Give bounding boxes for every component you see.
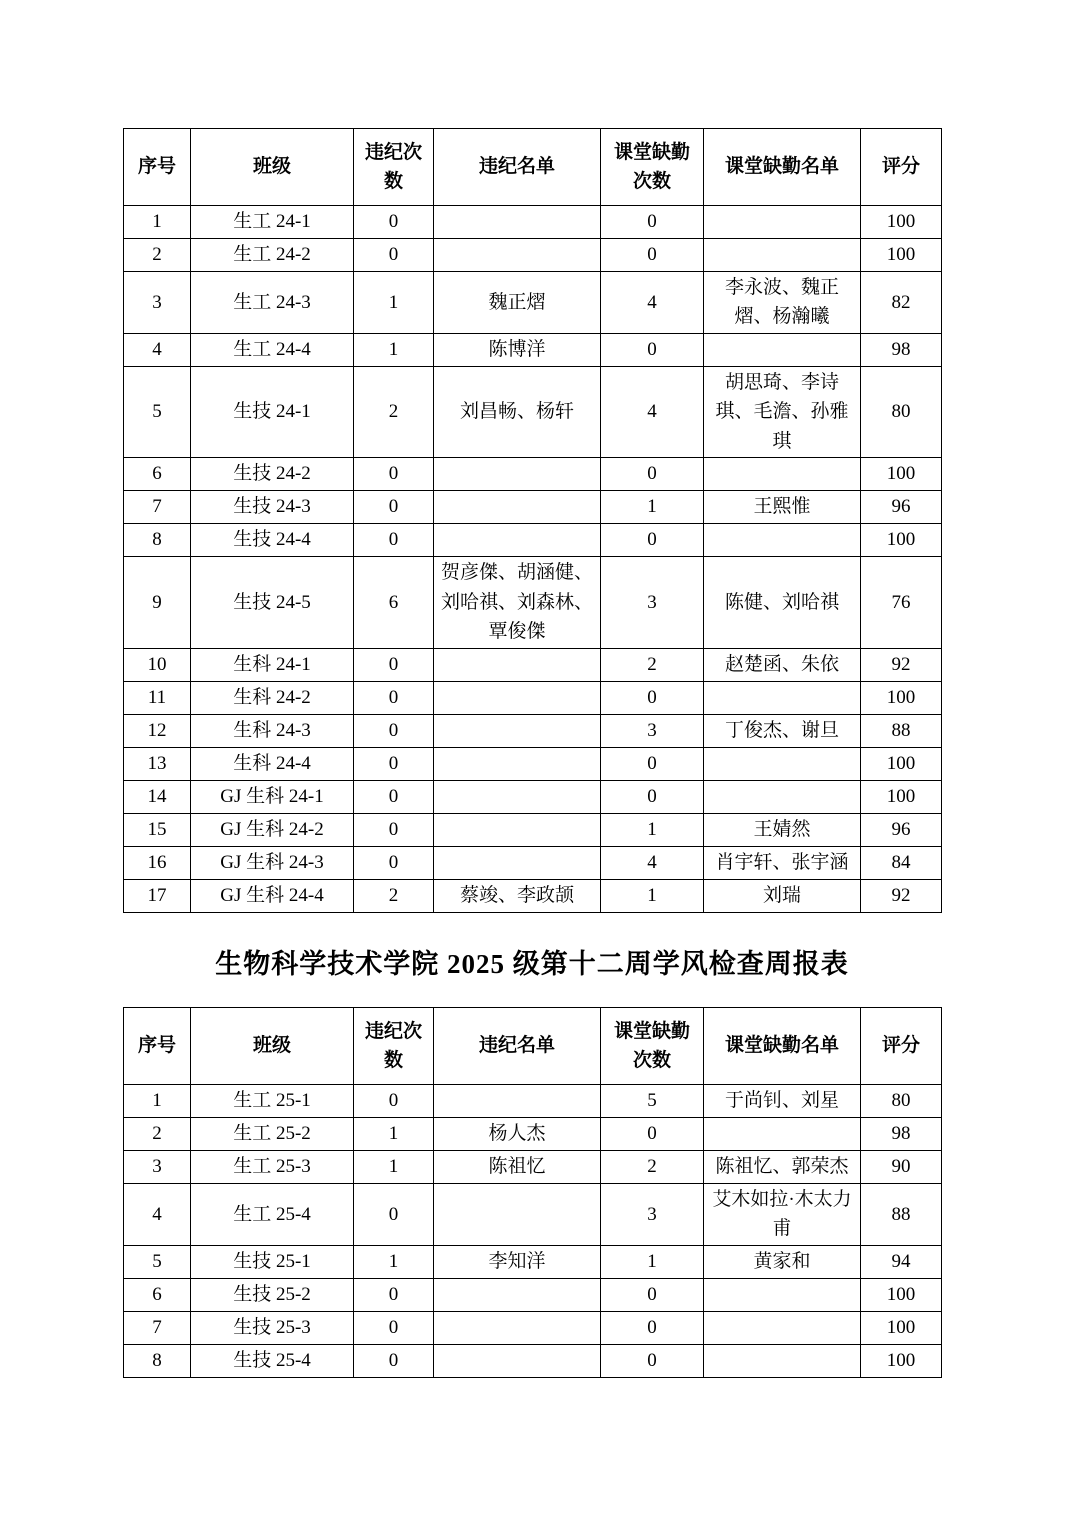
cell-absences: 5 [601, 1085, 704, 1118]
cell-class_name: 生工 25-4 [191, 1184, 354, 1246]
cell-score: 88 [861, 714, 942, 747]
cell-class_name: 生工 25-1 [191, 1085, 354, 1118]
column-header-class: 班级 [191, 1008, 354, 1085]
cell-absentees [704, 206, 861, 239]
cell-no: 2 [124, 239, 191, 272]
cell-no: 13 [124, 747, 191, 780]
cell-no: 14 [124, 780, 191, 813]
cell-score: 76 [861, 557, 942, 648]
cell-no: 4 [124, 333, 191, 366]
cell-class_name: 生工 24-3 [191, 272, 354, 334]
cell-absences: 1 [601, 879, 704, 912]
cell-violators: 陈祖忆 [434, 1151, 601, 1184]
cell-score: 92 [861, 879, 942, 912]
cell-score: 94 [861, 1245, 942, 1278]
cell-no: 6 [124, 458, 191, 491]
cell-violators: 蔡竣、李政颉 [434, 879, 601, 912]
cell-violations: 0 [354, 1278, 434, 1311]
table-row [124, 1344, 942, 1377]
cell-score: 100 [861, 1344, 942, 1377]
cell-absentees: 丁俊杰、谢旦 [704, 714, 861, 747]
cell-absentees: 胡思琦、李诗琪、毛澹、孙雅琪 [704, 366, 861, 457]
table-row [124, 1118, 942, 1151]
table-row [124, 879, 942, 912]
cell-absentees: 李永波、魏正熠、杨瀚曦 [704, 272, 861, 334]
cell-no: 17 [124, 879, 191, 912]
cell-absences: 0 [601, 1311, 704, 1344]
cell-absentees: 于尚钊、刘星 [704, 1085, 861, 1118]
cell-violations: 0 [354, 747, 434, 780]
cell-score: 100 [861, 458, 942, 491]
cell-absences: 0 [601, 681, 704, 714]
table-row [124, 1151, 942, 1184]
cell-class_name: GJ 生科 24-2 [191, 813, 354, 846]
cell-absentees [704, 1118, 861, 1151]
cell-absences: 3 [601, 1184, 704, 1246]
cell-no: 12 [124, 714, 191, 747]
cell-violators: 贺彦傑、胡涵健、刘哈祺、刘森林、覃俊傑 [434, 557, 601, 648]
cell-violators [434, 524, 601, 557]
cell-no: 1 [124, 1085, 191, 1118]
table-header-row [124, 129, 942, 206]
cell-absences: 3 [601, 714, 704, 747]
cell-score: 100 [861, 681, 942, 714]
cell-violations: 0 [354, 458, 434, 491]
table-row [124, 239, 942, 272]
cell-class_name: 生技 24-1 [191, 366, 354, 457]
cell-class_name: 生技 25-1 [191, 1245, 354, 1278]
column-header-absentee-list: 课堂缺勤名单 [704, 1008, 861, 1085]
cell-class_name: 生工 25-2 [191, 1118, 354, 1151]
cell-absences: 1 [601, 491, 704, 524]
cell-absentees: 王婧然 [704, 813, 861, 846]
cell-no: 16 [124, 846, 191, 879]
cell-no: 7 [124, 1311, 191, 1344]
cell-no: 5 [124, 366, 191, 457]
column-header-absentee-list: 课堂缺勤名单 [704, 129, 861, 206]
cell-violations: 0 [354, 1184, 434, 1246]
cell-score: 82 [861, 272, 942, 334]
cell-score: 100 [861, 780, 942, 813]
cell-absences: 0 [601, 780, 704, 813]
cell-violations: 6 [354, 557, 434, 648]
cell-absentees: 艾木如拉·木太力甫 [704, 1184, 861, 1246]
table-row [124, 333, 942, 366]
cell-absentees [704, 681, 861, 714]
cell-absences: 0 [601, 524, 704, 557]
cell-absentees [704, 458, 861, 491]
cell-absentees [704, 524, 861, 557]
cell-absences: 0 [601, 1278, 704, 1311]
cell-violations: 2 [354, 879, 434, 912]
cell-score: 100 [861, 239, 942, 272]
cell-violators [434, 747, 601, 780]
cell-violators [434, 681, 601, 714]
cell-absences: 3 [601, 557, 704, 648]
weekly-report-table-2024 [123, 128, 942, 913]
cell-score: 100 [861, 524, 942, 557]
cell-class_name: 生科 24-3 [191, 714, 354, 747]
column-header-no: 序号 [124, 1008, 191, 1085]
table-row [124, 524, 942, 557]
table-body-2025 [124, 1085, 942, 1378]
cell-absentees [704, 780, 861, 813]
cell-score: 90 [861, 1151, 942, 1184]
cell-violators [434, 846, 601, 879]
cell-absences: 0 [601, 333, 704, 366]
cell-no: 8 [124, 524, 191, 557]
cell-score: 100 [861, 206, 942, 239]
cell-score: 88 [861, 1184, 942, 1246]
cell-no: 3 [124, 1151, 191, 1184]
cell-absences: 0 [601, 458, 704, 491]
cell-violators: 李知洋 [434, 1245, 601, 1278]
column-header-score: 评分 [861, 129, 942, 206]
cell-no: 1 [124, 206, 191, 239]
cell-score: 98 [861, 1118, 942, 1151]
cell-no: 9 [124, 557, 191, 648]
cell-violations: 0 [354, 524, 434, 557]
cell-violations: 0 [354, 648, 434, 681]
cell-no: 2 [124, 1118, 191, 1151]
cell-score: 84 [861, 846, 942, 879]
cell-violations: 1 [354, 1245, 434, 1278]
cell-violations: 0 [354, 491, 434, 524]
cell-violators [434, 239, 601, 272]
cell-absentees: 王熙惟 [704, 491, 861, 524]
cell-violations: 2 [354, 366, 434, 457]
cell-class_name: 生工 24-4 [191, 333, 354, 366]
cell-violators [434, 780, 601, 813]
cell-class_name: 生技 24-3 [191, 491, 354, 524]
cell-violations: 1 [354, 272, 434, 334]
cell-violators [434, 491, 601, 524]
cell-absences: 0 [601, 1118, 704, 1151]
cell-violations: 1 [354, 1118, 434, 1151]
cell-class_name: 生技 25-2 [191, 1278, 354, 1311]
cell-score: 98 [861, 333, 942, 366]
cell-violations: 0 [354, 846, 434, 879]
cell-violations: 0 [354, 780, 434, 813]
cell-no: 5 [124, 1245, 191, 1278]
cell-violators [434, 648, 601, 681]
cell-violations: 0 [354, 681, 434, 714]
table-row [124, 557, 942, 648]
cell-absentees [704, 747, 861, 780]
cell-absentees: 陈健、刘哈祺 [704, 557, 861, 648]
cell-score: 80 [861, 1085, 942, 1118]
cell-absentees: 黄家和 [704, 1245, 861, 1278]
column-header-absence-count: 课堂缺勤次数 [601, 129, 704, 206]
table-row [124, 648, 942, 681]
column-header-violator-list: 违纪名单 [434, 129, 601, 206]
cell-absences: 2 [601, 648, 704, 681]
cell-violators [434, 813, 601, 846]
cell-violations: 0 [354, 206, 434, 239]
cell-absences: 1 [601, 813, 704, 846]
cell-absences: 4 [601, 846, 704, 879]
cell-class_name: 生工 25-3 [191, 1151, 354, 1184]
table-row [124, 1085, 942, 1118]
column-header-violation-count: 违纪次数 [354, 129, 434, 206]
cell-class_name: GJ 生科 24-1 [191, 780, 354, 813]
cell-no: 7 [124, 491, 191, 524]
cell-absentees: 肖宇轩、张宇涵 [704, 846, 861, 879]
table-row [124, 272, 942, 334]
cell-violations: 0 [354, 1085, 434, 1118]
table-row [124, 747, 942, 780]
table-row [124, 714, 942, 747]
cell-score: 92 [861, 648, 942, 681]
cell-class_name: 生技 24-4 [191, 524, 354, 557]
cell-violations: 0 [354, 1344, 434, 1377]
table-row [124, 780, 942, 813]
cell-class_name: 生技 25-3 [191, 1311, 354, 1344]
cell-violators [434, 1184, 601, 1246]
cell-absentees [704, 1344, 861, 1377]
cell-class_name: 生技 24-5 [191, 557, 354, 648]
cell-absences: 0 [601, 747, 704, 780]
cell-violators [434, 1311, 601, 1344]
cell-violators: 陈博洋 [434, 333, 601, 366]
cell-class_name: 生技 24-2 [191, 458, 354, 491]
cell-class_name: 生工 24-1 [191, 206, 354, 239]
column-header-class: 班级 [191, 129, 354, 206]
table-row [124, 813, 942, 846]
cell-violations: 1 [354, 1151, 434, 1184]
table-row [124, 1311, 942, 1344]
cell-class_name: 生工 24-2 [191, 239, 354, 272]
cell-absences: 0 [601, 206, 704, 239]
table-row [124, 491, 942, 524]
cell-no: 4 [124, 1184, 191, 1246]
cell-absentees [704, 333, 861, 366]
cell-score: 96 [861, 813, 942, 846]
cell-violators [434, 1278, 601, 1311]
table-row [124, 681, 942, 714]
table-header-row [124, 1008, 942, 1085]
cell-violations: 0 [354, 813, 434, 846]
cell-no: 10 [124, 648, 191, 681]
column-header-violation-count: 违纪次数 [354, 1008, 434, 1085]
table-row [124, 846, 942, 879]
table-row [124, 1278, 942, 1311]
cell-violations: 0 [354, 239, 434, 272]
cell-class_name: 生科 24-4 [191, 747, 354, 780]
cell-score: 100 [861, 747, 942, 780]
column-header-no: 序号 [124, 129, 191, 206]
cell-absentees [704, 1311, 861, 1344]
table-row [124, 206, 942, 239]
cell-violators [434, 714, 601, 747]
cell-absentees: 陈祖忆、郭荣杰 [704, 1151, 861, 1184]
cell-no: 11 [124, 681, 191, 714]
cell-absentees [704, 1278, 861, 1311]
cell-violations: 0 [354, 714, 434, 747]
cell-class_name: 生科 24-2 [191, 681, 354, 714]
table-row [124, 1184, 942, 1246]
cell-absentees: 赵楚函、朱依 [704, 648, 861, 681]
column-header-absence-count: 课堂缺勤次数 [601, 1008, 704, 1085]
column-header-violator-list: 违纪名单 [434, 1008, 601, 1085]
cell-absences: 0 [601, 239, 704, 272]
cell-absentees [704, 239, 861, 272]
cell-violations: 0 [354, 1311, 434, 1344]
cell-score: 100 [861, 1311, 942, 1344]
cell-violations: 1 [354, 333, 434, 366]
cell-no: 6 [124, 1278, 191, 1311]
weekly-report-table-2025 [123, 1007, 942, 1378]
section-title-2025: 生物科学技术学院 2025 级第十二周学风检查周报表 [215, 949, 849, 979]
table-row [124, 366, 942, 457]
table-row [124, 458, 942, 491]
cell-absences: 4 [601, 272, 704, 334]
cell-violators [434, 206, 601, 239]
cell-violators: 杨人杰 [434, 1118, 601, 1151]
cell-score: 100 [861, 1278, 942, 1311]
cell-absences: 0 [601, 1344, 704, 1377]
column-header-score: 评分 [861, 1008, 942, 1085]
cell-absences: 1 [601, 1245, 704, 1278]
cell-score: 80 [861, 366, 942, 457]
table-body-2024 [124, 206, 942, 913]
cell-absences: 4 [601, 366, 704, 457]
cell-absentees: 刘瑞 [704, 879, 861, 912]
cell-violators [434, 1085, 601, 1118]
cell-violators: 魏正熠 [434, 272, 601, 334]
cell-score: 96 [861, 491, 942, 524]
cell-class_name: GJ 生科 24-4 [191, 879, 354, 912]
cell-class_name: GJ 生科 24-3 [191, 846, 354, 879]
table-row [124, 1245, 942, 1278]
cell-no: 8 [124, 1344, 191, 1377]
cell-class_name: 生科 24-1 [191, 648, 354, 681]
cell-violators [434, 1344, 601, 1377]
cell-no: 15 [124, 813, 191, 846]
cell-class_name: 生技 25-4 [191, 1344, 354, 1377]
cell-violators: 刘昌畅、杨轩 [434, 366, 601, 457]
cell-no: 3 [124, 272, 191, 334]
cell-absences: 2 [601, 1151, 704, 1184]
cell-violators [434, 458, 601, 491]
